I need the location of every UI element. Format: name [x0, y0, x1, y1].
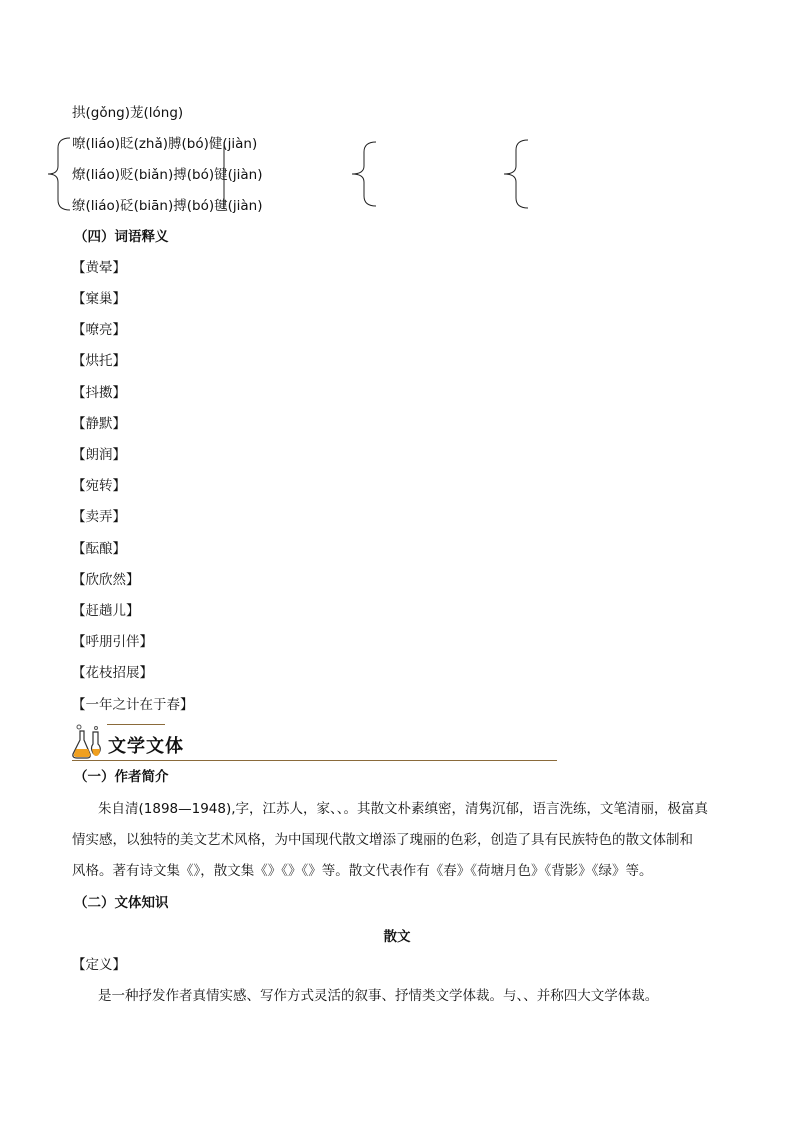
pinyin-line-4: 缭(liáo)砭(biān)搏(bó)毽(jiàn) — [72, 198, 263, 214]
vocab-term: 【赶趟儿】 — [72, 603, 140, 619]
genre-heading: （二）文体知识 — [74, 895, 169, 911]
section-top-rule — [107, 724, 165, 725]
vocab-term: 【嘹亮】 — [72, 322, 126, 338]
brace-middle — [348, 138, 378, 210]
vocab-term: 【卖弄】 — [72, 509, 126, 525]
definition-label: 【定义】 — [72, 957, 126, 973]
definition-text: 是一种抒发作者真情实感、写作方式灵活的叙事、抒情类文学体裁。与、、并称四大文学体裁。 — [98, 988, 659, 1004]
brace-left — [44, 134, 72, 214]
vocab-term: 【宛转】 — [72, 478, 126, 494]
vocab-term: 【抖擞】 — [72, 385, 126, 401]
section-bottom-rule — [72, 760, 557, 761]
vocab-term: 【朗润】 — [72, 447, 126, 463]
brace-right — [500, 136, 530, 212]
pinyin-line-2: 嘹(liáo)眨(zhǎ)膊(bó)健(jiàn) — [72, 136, 258, 152]
vocab-term: 【欣欣然】 — [72, 572, 140, 588]
vocab-term: 【黄晕】 — [72, 260, 126, 276]
genre-center-title: 散文 — [383, 929, 411, 945]
vocab-term: 【静默】 — [72, 416, 126, 432]
pinyin-line-3: 燎(liáo)贬(biǎn)搏(bó)键(jiàn) — [72, 167, 263, 183]
section-title: 文学文体 — [108, 736, 184, 757]
author-heading: （一）作者简介 — [74, 769, 169, 785]
brace-inner — [214, 140, 228, 210]
author-paragraph-line: 情实感，以独特的美文艺术风格，为中国现代散文增添了瑰丽的色彩，创造了具有民族特色的散文体制和 — [72, 832, 693, 848]
vocab-term: 【呼朋引伴】 — [72, 634, 153, 650]
pinyin-line-1: 拱(gǒng)茏(lóng) — [72, 105, 184, 121]
author-paragraph-line: 朱自清(1898—1948),字，江苏人，家、、。其散文朴素缜密，清隽沉郁，语言洗练，文笔清丽，极富真 — [98, 801, 709, 817]
flask-icon — [70, 722, 102, 760]
vocab-term: 【酝酿】 — [72, 541, 126, 557]
vocab-term: 【窠巢】 — [72, 291, 126, 307]
vocab-term: 【烘托】 — [72, 353, 126, 369]
vocab-term: 【花枝招展】 — [72, 665, 153, 681]
vocab-term: 【一年之计在于春】 — [72, 697, 194, 713]
vocab-heading: （四）词语释义 — [74, 229, 169, 245]
author-paragraph-line: 风格。著有诗文集《》，散文集《》《》《》等。散文代表作有《春》《荷塘月色》《背影》《绿》等。 — [72, 863, 653, 879]
